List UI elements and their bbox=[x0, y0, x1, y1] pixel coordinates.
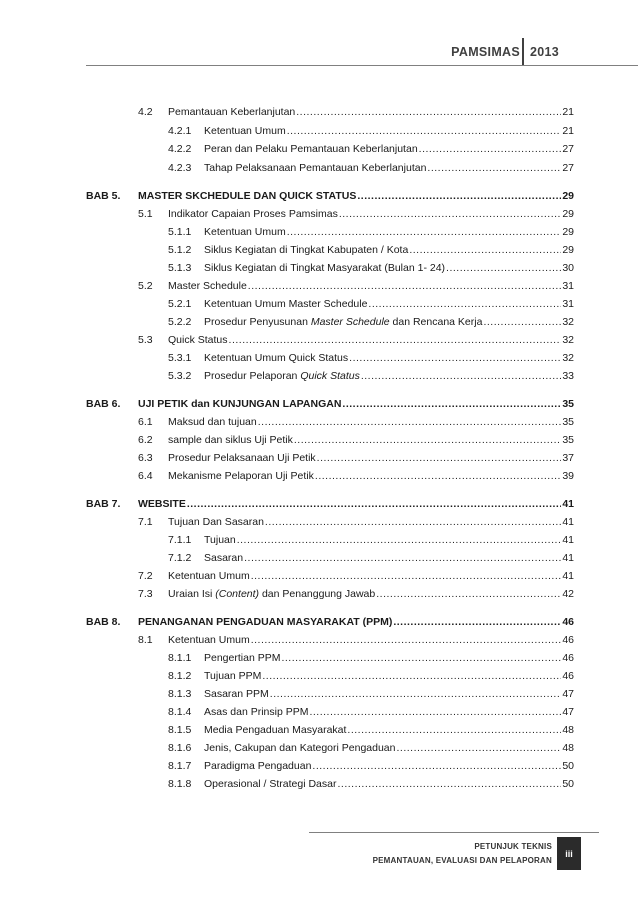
toc-entry-number: 8.1.1 bbox=[168, 652, 192, 664]
toc-entry-title: Siklus Kegiatan di Tingkat Masyarakat (Bulan 1- 24) bbox=[204, 262, 446, 274]
toc-dot-leader bbox=[237, 532, 561, 548]
toc-entry-number: 4.2 bbox=[138, 106, 153, 118]
toc-section-entry[interactable] bbox=[138, 568, 574, 584]
toc-chapter-entry[interactable] bbox=[86, 396, 574, 412]
toc-page-number: 32 bbox=[562, 334, 574, 346]
toc-page-number: 31 bbox=[562, 298, 574, 310]
toc-dot-leader bbox=[419, 141, 561, 157]
page-footer bbox=[0, 832, 638, 872]
toc-entry-number: 5.1.2 bbox=[168, 244, 192, 256]
toc-page-number: 32 bbox=[562, 316, 574, 328]
toc-entry-title: WEBSITE bbox=[138, 498, 186, 510]
toc-section-entry[interactable] bbox=[138, 332, 574, 348]
toc-chapter-entry[interactable] bbox=[86, 188, 574, 204]
toc-page-number: 46 bbox=[562, 670, 574, 682]
toc-page-number: 41 bbox=[562, 498, 574, 510]
toc-entry-number: 4.2.1 bbox=[168, 125, 192, 137]
toc-entry-number: 7.2 bbox=[138, 570, 153, 582]
toc-entry-number: 8.1.6 bbox=[168, 742, 192, 754]
toc-entry-number: 6.4 bbox=[138, 470, 153, 482]
toc-dot-leader bbox=[248, 278, 561, 294]
toc-entry-number: 7.3 bbox=[138, 588, 153, 600]
toc-page-number: 35 bbox=[562, 434, 574, 446]
toc-entry-title: Master Schedule bbox=[168, 280, 247, 292]
toc-page-number: 48 bbox=[562, 724, 574, 736]
toc-entry-number: 5.3.2 bbox=[168, 370, 192, 382]
toc-subsection-entry[interactable] bbox=[168, 260, 574, 276]
toc-entry-number: 6.3 bbox=[138, 452, 153, 464]
toc-entry-number: 4.2.3 bbox=[168, 162, 192, 174]
toc-dot-leader bbox=[251, 632, 561, 648]
toc-dot-leader bbox=[244, 550, 561, 566]
toc-entry-title: PENANGANAN PENGADUAN MASYARAKAT (PPM) bbox=[138, 616, 393, 628]
toc-dot-leader bbox=[258, 414, 561, 430]
toc-entry-title bbox=[204, 368, 360, 384]
toc-subsection-entry[interactable] bbox=[168, 160, 574, 176]
toc-subsection-entry[interactable] bbox=[168, 141, 574, 157]
toc-dot-leader bbox=[270, 686, 561, 702]
toc-entry-title: UJI PETIK dan KUNJUNGAN LAPANGAN bbox=[138, 398, 342, 410]
toc-dot-leader bbox=[347, 722, 561, 738]
toc-page-number: 27 bbox=[562, 162, 574, 174]
toc-section-entry[interactable] bbox=[138, 468, 574, 484]
toc-dot-leader bbox=[342, 396, 561, 412]
toc-section-entry[interactable] bbox=[138, 278, 574, 294]
toc-entry-number: 5.1.3 bbox=[168, 262, 192, 274]
toc-entry-title-italic: Quick Status bbox=[300, 370, 360, 382]
toc-dot-leader bbox=[396, 740, 561, 756]
toc-section-entry[interactable] bbox=[138, 432, 574, 448]
toc-entry-number: BAB 6. bbox=[86, 398, 121, 410]
footer-rule bbox=[309, 832, 599, 833]
toc-page-number: 35 bbox=[562, 398, 574, 410]
toc-subsection-entry[interactable] bbox=[168, 123, 574, 139]
toc-page-number: 21 bbox=[562, 125, 574, 137]
toc-page-number: 29 bbox=[562, 208, 574, 220]
toc-page-number: 50 bbox=[562, 760, 574, 772]
toc-entry-title: Siklus Kegiatan di Tingkat Kabupaten / Kota bbox=[204, 244, 409, 256]
toc-entry-title: Mekanisme Pelaporan Uji Petik bbox=[168, 470, 314, 482]
toc-section-entry[interactable] bbox=[138, 104, 574, 120]
toc-page-number: 41 bbox=[562, 552, 574, 564]
toc-entry-number: 5.1 bbox=[138, 208, 153, 220]
toc-subsection-entry[interactable] bbox=[168, 722, 574, 738]
toc-entry-title: Asas dan Prinsip PPM bbox=[204, 706, 309, 718]
header-rule bbox=[86, 65, 638, 66]
toc-page-number: 21 bbox=[562, 106, 574, 118]
toc-dot-leader bbox=[409, 242, 561, 258]
toc-dot-leader bbox=[361, 368, 561, 384]
toc-page-number: 33 bbox=[562, 370, 574, 382]
toc-subsection-entry[interactable] bbox=[168, 668, 574, 684]
toc-entry-number: 8.1.5 bbox=[168, 724, 192, 736]
toc-subsection-entry[interactable] bbox=[168, 296, 574, 312]
toc-entry-title: Maksud dan tujuan bbox=[168, 416, 257, 428]
toc-entry-title: MASTER SKCHEDULE DAN QUICK STATUS bbox=[138, 190, 357, 202]
toc-entry-number: 5.3.1 bbox=[168, 352, 192, 364]
toc-entry-number: 8.1 bbox=[138, 634, 153, 646]
toc-subsection-entry[interactable] bbox=[168, 758, 574, 774]
toc-page-number: 29 bbox=[562, 190, 574, 202]
toc-dot-leader bbox=[349, 350, 561, 366]
toc-entry-title-part: dan Rencana Kerja bbox=[389, 316, 483, 328]
toc-dot-leader bbox=[446, 260, 561, 276]
toc-subsection-entry[interactable] bbox=[168, 650, 574, 666]
toc-page-number: 41 bbox=[562, 516, 574, 528]
toc-entry-title: Pemantauan Keberlanjutan bbox=[168, 106, 296, 118]
toc-page-number: 48 bbox=[562, 742, 574, 754]
toc-section-entry[interactable] bbox=[138, 586, 574, 602]
toc-entry-number: 6.1 bbox=[138, 416, 153, 428]
toc-dot-leader bbox=[262, 668, 561, 684]
toc-entry-title: Ketentuan Umum bbox=[204, 226, 286, 238]
toc-entry-title: Sasaran bbox=[204, 552, 244, 564]
footer-line-2: PEMANTAUAN, EVALUASI DAN PELAPORAN bbox=[372, 856, 552, 865]
toc-entry-title: Tujuan PPM bbox=[204, 670, 262, 682]
toc-entry-title: Quick Status bbox=[168, 334, 228, 346]
toc-entry-number: 4.2.2 bbox=[168, 143, 192, 155]
toc-dot-leader bbox=[265, 514, 561, 530]
footer-line-1: PETUNJUK TEKNIS bbox=[474, 842, 552, 851]
toc-entry-number: 5.2.2 bbox=[168, 316, 192, 328]
toc-entry-title bbox=[168, 586, 375, 602]
toc-page-number: 35 bbox=[562, 416, 574, 428]
toc-entry-title: Tujuan bbox=[204, 534, 236, 546]
page-header bbox=[0, 38, 638, 72]
toc-dot-leader bbox=[294, 432, 561, 448]
toc-entry-title: Paradigma Pengaduan bbox=[204, 760, 312, 772]
toc-subsection-entry[interactable] bbox=[168, 550, 574, 566]
toc-page-number: 31 bbox=[562, 280, 574, 292]
toc-page-number: 50 bbox=[562, 778, 574, 790]
toc-page-number: 47 bbox=[562, 706, 574, 718]
toc-dot-leader bbox=[187, 496, 561, 512]
toc-entry-title: Indikator Capaian Proses Pamsimas bbox=[168, 208, 338, 220]
toc-entry-number: 8.1.7 bbox=[168, 760, 192, 772]
toc-entry-title: Ketentuan Umum bbox=[168, 634, 250, 646]
toc-page-number: 39 bbox=[562, 470, 574, 482]
toc-entry-number: 8.1.2 bbox=[168, 670, 192, 682]
toc-dot-leader bbox=[317, 450, 561, 466]
toc-entry-number: BAB 8. bbox=[86, 616, 121, 628]
toc-entry-title: Ketentuan Umum bbox=[168, 570, 250, 582]
toc-chapter-entry[interactable] bbox=[86, 496, 574, 512]
toc-section-entry[interactable] bbox=[138, 514, 574, 530]
toc-entry-title-part: dan Penanggung Jawab bbox=[259, 588, 376, 600]
toc-page-number: 30 bbox=[562, 262, 574, 274]
toc-page-number: 27 bbox=[562, 143, 574, 155]
toc-dot-leader bbox=[287, 224, 561, 240]
toc-dot-leader bbox=[393, 614, 561, 630]
toc-entry-title bbox=[204, 314, 482, 330]
toc-entry-title-italic: (Content) bbox=[215, 588, 260, 600]
toc-entry-title: Ketentuan Umum Master Schedule bbox=[204, 298, 368, 310]
toc-dot-leader bbox=[281, 650, 561, 666]
header-year: 2013 bbox=[530, 45, 560, 59]
toc-entry-number: 5.2.1 bbox=[168, 298, 192, 310]
toc-subsection-entry[interactable] bbox=[168, 776, 574, 792]
toc-entry-number: 8.1.3 bbox=[168, 688, 192, 700]
toc-page-number: 46 bbox=[562, 652, 574, 664]
header-title: PAMSIMAS bbox=[451, 45, 520, 59]
toc-section-entry[interactable] bbox=[138, 206, 574, 222]
header-separator bbox=[522, 38, 524, 66]
toc-entry-title-italic: Master Schedule bbox=[310, 316, 390, 328]
toc-dot-leader bbox=[337, 776, 561, 792]
toc-chapter-entry[interactable] bbox=[86, 614, 574, 630]
toc-entry-title-part: Prosedur Pelaporan bbox=[204, 370, 301, 382]
toc-entry-number: BAB 5. bbox=[86, 190, 121, 202]
toc-dot-leader bbox=[229, 332, 561, 348]
toc-entry-number: 8.1.4 bbox=[168, 706, 192, 718]
toc-entry-title: Prosedur Pelaksanaan Uji Petik bbox=[168, 452, 316, 464]
toc-page-number: 41 bbox=[562, 570, 574, 582]
toc-subsection-entry[interactable] bbox=[168, 368, 574, 384]
toc-section-entry[interactable] bbox=[138, 414, 574, 430]
toc-entry-title: Operasional / Strategi Dasar bbox=[204, 778, 337, 790]
toc-entry-title: Ketentuan Umum bbox=[204, 125, 286, 137]
toc-entry-title: Media Pengaduan Masyarakat bbox=[204, 724, 347, 736]
toc-entry-title: sample dan siklus Uji Petik bbox=[168, 434, 293, 446]
toc-entry-title: Peran dan Pelaku Pemantauan Keberlanjutan bbox=[204, 143, 418, 155]
toc-page-number: 29 bbox=[562, 244, 574, 256]
toc-page-number: 46 bbox=[562, 616, 574, 628]
toc-subsection-entry[interactable] bbox=[168, 740, 574, 756]
toc-entry-title: Sasaran PPM bbox=[204, 688, 269, 700]
toc-subsection-entry[interactable] bbox=[168, 704, 574, 720]
toc-subsection-entry[interactable] bbox=[168, 224, 574, 240]
toc-entry-title: Ketentuan Umum Quick Status bbox=[204, 352, 349, 364]
page-number: iii bbox=[557, 837, 581, 870]
toc-entry-title: Tahap Pelaksanaan Pemantauan Keberlanjutan bbox=[204, 162, 427, 174]
toc-entry-title-part: Uraian Isi bbox=[168, 588, 216, 600]
toc-dot-leader bbox=[483, 314, 561, 330]
toc-entry-number: 5.2 bbox=[138, 280, 153, 292]
toc-dot-leader bbox=[315, 468, 561, 484]
toc-dot-leader bbox=[251, 568, 561, 584]
toc-entry-number: 6.2 bbox=[138, 434, 153, 446]
toc-entry-number: 8.1.8 bbox=[168, 778, 192, 790]
toc-dot-leader bbox=[312, 758, 561, 774]
toc-entry-title: Pengertian PPM bbox=[204, 652, 281, 664]
toc-page-number: 37 bbox=[562, 452, 574, 464]
toc-subsection-entry[interactable] bbox=[168, 350, 574, 366]
toc-entry-title: Tujuan Dan Sasaran bbox=[168, 516, 264, 528]
toc-entry-number: 7.1 bbox=[138, 516, 153, 528]
toc-entry-number: 7.1.2 bbox=[168, 552, 192, 564]
toc-section-entry[interactable] bbox=[138, 450, 574, 466]
toc-dot-leader bbox=[339, 206, 561, 222]
toc-entry-number: 5.1.1 bbox=[168, 226, 192, 238]
toc-subsection-entry[interactable] bbox=[168, 532, 574, 548]
toc-entry-number: 7.1.1 bbox=[168, 534, 192, 546]
toc-dot-leader bbox=[357, 188, 561, 204]
toc-dot-leader bbox=[376, 586, 561, 602]
toc-dot-leader bbox=[368, 296, 561, 312]
toc-subsection-entry[interactable] bbox=[168, 314, 574, 330]
toc-entry-number: 5.3 bbox=[138, 334, 153, 346]
toc-subsection-entry[interactable] bbox=[168, 242, 574, 258]
toc-entry-number: BAB 7. bbox=[86, 498, 121, 510]
toc-page-number: 47 bbox=[562, 688, 574, 700]
toc-entry-title-part: Prosedur Penyusunan bbox=[204, 316, 311, 328]
toc-dot-leader bbox=[309, 704, 561, 720]
toc-page-number: 46 bbox=[562, 634, 574, 646]
toc-dot-leader bbox=[427, 160, 561, 176]
toc-dot-leader bbox=[287, 123, 561, 139]
toc-entry-title: Jenis, Cakupan dan Kategori Pengaduan bbox=[204, 742, 396, 754]
toc-dot-leader bbox=[296, 104, 561, 120]
toc-subsection-entry[interactable] bbox=[168, 686, 574, 702]
toc-page-number: 29 bbox=[562, 226, 574, 238]
toc-page-number: 32 bbox=[562, 352, 574, 364]
toc-page-number: 42 bbox=[562, 588, 574, 600]
toc-page-number: 41 bbox=[562, 534, 574, 546]
toc-section-entry[interactable] bbox=[138, 632, 574, 648]
